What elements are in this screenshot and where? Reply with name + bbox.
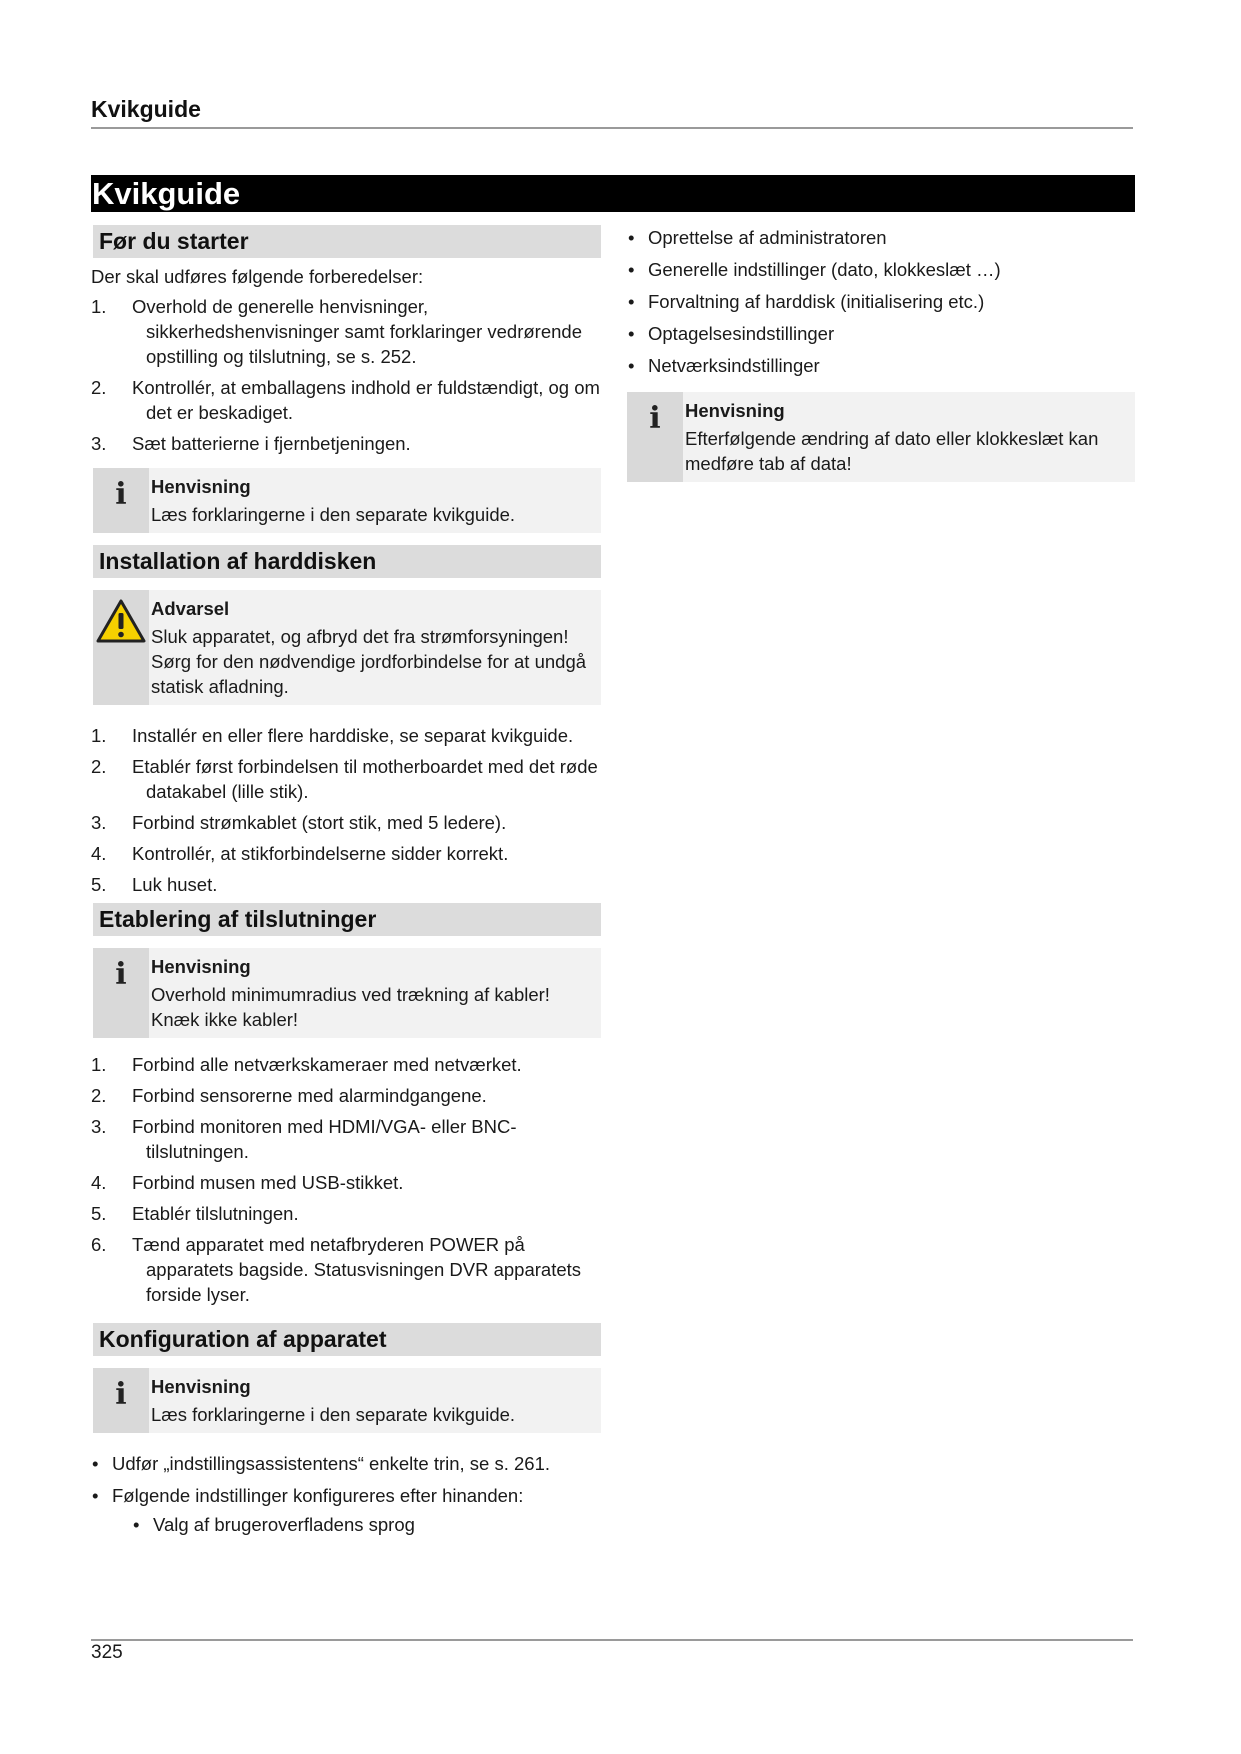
section-heading-hdd: Installation af harddisken: [93, 545, 601, 578]
list-item: 2. Kontrollér, at emballagens indhold er fuldstændigt, og om det er beskadiget.: [91, 377, 600, 423]
list-item: • Oprettelse af administratoren: [627, 225, 1135, 250]
list-item: • Forvaltning af harddisk (initialisering etc.): [627, 289, 1135, 314]
list-item: 4. Kontrollér, at stikforbindelserne sidder korrekt.: [91, 843, 509, 864]
info-icon: i: [115, 477, 127, 512]
before-start-steps: [91, 294, 601, 456]
note-text: Læs forklaringerne i den separate kvikguide.: [151, 504, 516, 525]
list-item: 3. Forbind strømkablet (stort stik, med 5 ledere).: [91, 812, 507, 833]
footer-rule: [91, 1639, 1133, 1641]
list-item: 5. Luk huset.: [91, 874, 218, 895]
list-item: [91, 1483, 601, 1537]
note-text: Læs forklaringerne i den separate kvikguide.: [151, 1404, 516, 1425]
note-text-2: Knæk ikke kabler!: [151, 1009, 299, 1030]
section-heading-before-start: Før du starter: [93, 225, 601, 258]
warning-icon: [95, 598, 147, 644]
info-icon: i: [115, 957, 127, 992]
note-title: Henvisning: [151, 956, 251, 977]
running-header: Kvikguide: [91, 96, 201, 122]
list-item: 1. Installér en eller flere harddiske, se separat kvikguide.: [91, 725, 574, 746]
info-note: [93, 1368, 601, 1433]
info-note: [93, 948, 601, 1038]
info-note: [627, 392, 1135, 482]
list-item: • Generelle indstillinger (dato, klokkeslæt …): [627, 257, 1135, 282]
settings-bullets: [627, 225, 1135, 378]
section-heading-connections: Etablering af tilslutninger: [93, 903, 601, 936]
list-item: 2. Etablér først forbindelsen til motherboardet med det røde datakabel (lille stik).: [91, 756, 598, 802]
config-sub-bullets: [112, 1512, 601, 1537]
list-item: • Valg af brugeroverfladens sprog: [132, 1512, 601, 1537]
list-item: 3. Forbind monitoren med HDMI/VGA- eller BNC-tilslutningen.: [91, 1116, 517, 1162]
warning-text-1: Sluk apparatet, og afbryd det fra strømforsyningen!: [151, 626, 569, 647]
config-bullets: [91, 1451, 601, 1537]
note-title: Henvisning: [151, 1376, 251, 1397]
note-text: Efterfølgende ændring af dato eller klokkeslæt kan medføre tab af data!: [685, 428, 1099, 474]
note-title: Henvisning: [685, 400, 785, 421]
info-note: [93, 468, 601, 533]
left-column: [91, 225, 601, 1544]
list-item: • Optagelsesindstillinger: [627, 321, 1135, 346]
page-number: 325: [91, 1642, 123, 1663]
list-item-text: Følgende indstillinger konfigureres efter hinanden:: [112, 1485, 524, 1506]
intro-text: Der skal udføres følgende forberedelser:: [91, 266, 424, 287]
warning-title: Advarsel: [151, 598, 230, 619]
list-item: • Udfør „indstillingsassistentens“ enkelte trin, se s. 261.: [91, 1451, 601, 1476]
header-rule: [91, 127, 1133, 129]
hdd-steps: [91, 723, 601, 897]
list-item: 2. Forbind sensorerne med alarmindgangene.: [91, 1085, 487, 1106]
section-heading-config: Konfiguration af apparatet: [93, 1323, 601, 1356]
page-title: Kvikguide: [91, 175, 1135, 212]
list-item: 3. Sæt batterierne i fjernbetjeningen.: [91, 433, 411, 454]
list-item: • Netværksindstillinger: [627, 353, 1135, 378]
list-item: 1. Overhold de generelle henvisninger, sikkerhedshenvisninger samt forklaringer vedrørende opstilling og tilslutning, se s. 252.: [91, 296, 582, 367]
list-item: 5. Etablér tilslutningen.: [91, 1203, 299, 1224]
connection-steps: [91, 1052, 601, 1307]
right-column: [627, 225, 1135, 482]
info-icon: i: [649, 401, 661, 436]
note-text-1: Overhold minimumradius ved trækning af kabler!: [151, 984, 550, 1005]
info-icon: i: [115, 1377, 127, 1412]
warning-note: [93, 590, 601, 705]
list-item: 4. Forbind musen med USB-stikket.: [91, 1172, 404, 1193]
note-title: Henvisning: [151, 476, 251, 497]
warning-text-2: Sørg for den nødvendige jordforbindelse for at undgå statisk afladning.: [151, 651, 587, 697]
list-item: 6. Tænd apparatet med netafbryderen POWER på apparatets bagside. Statusvisningen DVR apparatets forside lyser.: [91, 1234, 582, 1305]
list-item: 1. Forbind alle netværkskameraer med netværket.: [91, 1054, 522, 1075]
